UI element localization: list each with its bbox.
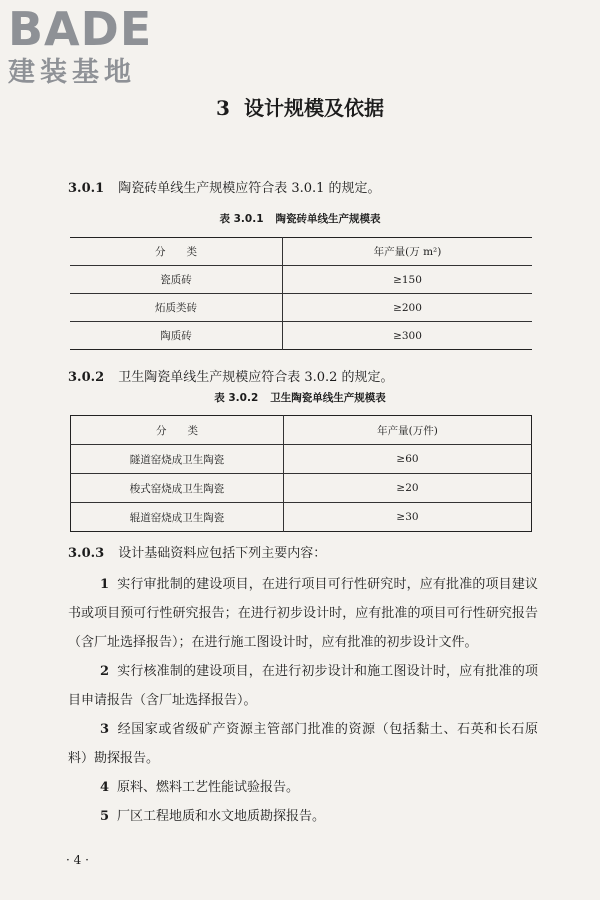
page-number: · 4 · [66, 853, 89, 867]
chapter-number: 3 [216, 96, 230, 120]
table-row [70, 266, 532, 294]
item-text: 厂区工程地质和水文地质勘探报告。 [117, 809, 326, 824]
table-3-0-2 [70, 415, 532, 532]
list-item [68, 657, 538, 715]
table-row [71, 445, 532, 474]
logo-brand: BADE [8, 2, 153, 56]
table-row [71, 503, 532, 532]
header-output: 年产量(万 m²) [283, 238, 533, 266]
item-number: 1 [100, 577, 110, 592]
clause-3-0-1 [68, 177, 381, 196]
list-item [68, 570, 538, 657]
item-text: 经国家或省级矿产资源主管部门批准的资源（包括黏土、石英和长石原料）勘探报告。 [68, 722, 538, 766]
item-text: 原料、燃料工艺性能试验报告。 [117, 780, 300, 795]
item-number: 4 [100, 780, 110, 795]
item-text: 实行核准制的建设项目，在进行初步设计和施工图设计时，应有批准的项目申请报告（含厂址选择报告）。 [68, 664, 538, 708]
logo-subtitle: 建装基地 [8, 57, 136, 88]
row-output: ≥150 [283, 266, 533, 294]
clause-text: 卫生陶瓷单线生产规模应符合表 3.0.2 的规定。 [118, 370, 394, 385]
table-3-0-1 [70, 237, 532, 350]
table-row [70, 322, 532, 350]
chapter-heading [0, 92, 600, 121]
table-number: 表 3.0.1 [219, 213, 264, 225]
bade-watermark-logo [8, 2, 178, 88]
row-output: ≥300 [393, 329, 422, 342]
row-output: ≥20 [284, 474, 532, 503]
table-title: 卫生陶瓷单线生产规模表 [270, 392, 386, 404]
table-header-row [71, 416, 532, 445]
row-output: ≥30 [396, 511, 419, 523]
chapter-title: 设计规模及依据 [243, 96, 384, 120]
table-caption-3-0-2 [0, 390, 600, 405]
clause-text: 设计基础资料应包括下列主要内容： [118, 546, 327, 561]
row-category: 瓷质砖 [70, 266, 283, 294]
table-row [71, 474, 532, 503]
header-output: 年产量(万件) [284, 416, 532, 445]
list-item [68, 802, 538, 831]
row-category: 炻质类砖 [70, 294, 283, 322]
row-output: ≥60 [284, 445, 532, 474]
row-category: 隧道窑烧成卫生陶瓷 [71, 445, 284, 474]
item-number: 3 [100, 722, 110, 737]
clause-number: 3.0.2 [68, 370, 105, 385]
table-caption-3-0-1 [0, 211, 600, 226]
clause-text: 陶瓷砖单线生产规模应符合表 3.0.1 的规定。 [118, 181, 381, 196]
header-category: 分 类 [71, 416, 284, 445]
row-category: 陶质砖 [70, 322, 283, 350]
clause-3-0-2 [68, 366, 394, 385]
row-category: 梭式窑烧成卫生陶瓷 [71, 474, 284, 503]
clause-number: 3.0.3 [68, 546, 105, 561]
table-number: 表 3.0.2 [214, 392, 259, 404]
row-output: ≥200 [283, 294, 533, 322]
clause-3-0-3 [68, 539, 538, 831]
row-category: 辊道窑烧成卫生陶瓷 [71, 503, 284, 532]
item-text: 实行审批制的建设项目，在进行项目可行性研究时，应有批准的项目建议书或项目预可行性研究报告；在进行初步设计时，应有批准的项目可行性研究报告（含厂址选择报告）；在进行施工图设计时，应有批准的初步设计文件。 [68, 577, 538, 650]
list-item [68, 715, 538, 773]
item-number: 2 [100, 664, 110, 679]
list-item [68, 773, 538, 802]
clause-number: 3.0.1 [68, 181, 105, 196]
table-header-row [70, 238, 532, 266]
clause-heading [68, 539, 538, 568]
header-category: 分 类 [70, 238, 283, 266]
table-row [70, 294, 532, 322]
item-number: 5 [100, 809, 110, 824]
table-title: 陶瓷砖单线生产规模表 [275, 213, 381, 225]
